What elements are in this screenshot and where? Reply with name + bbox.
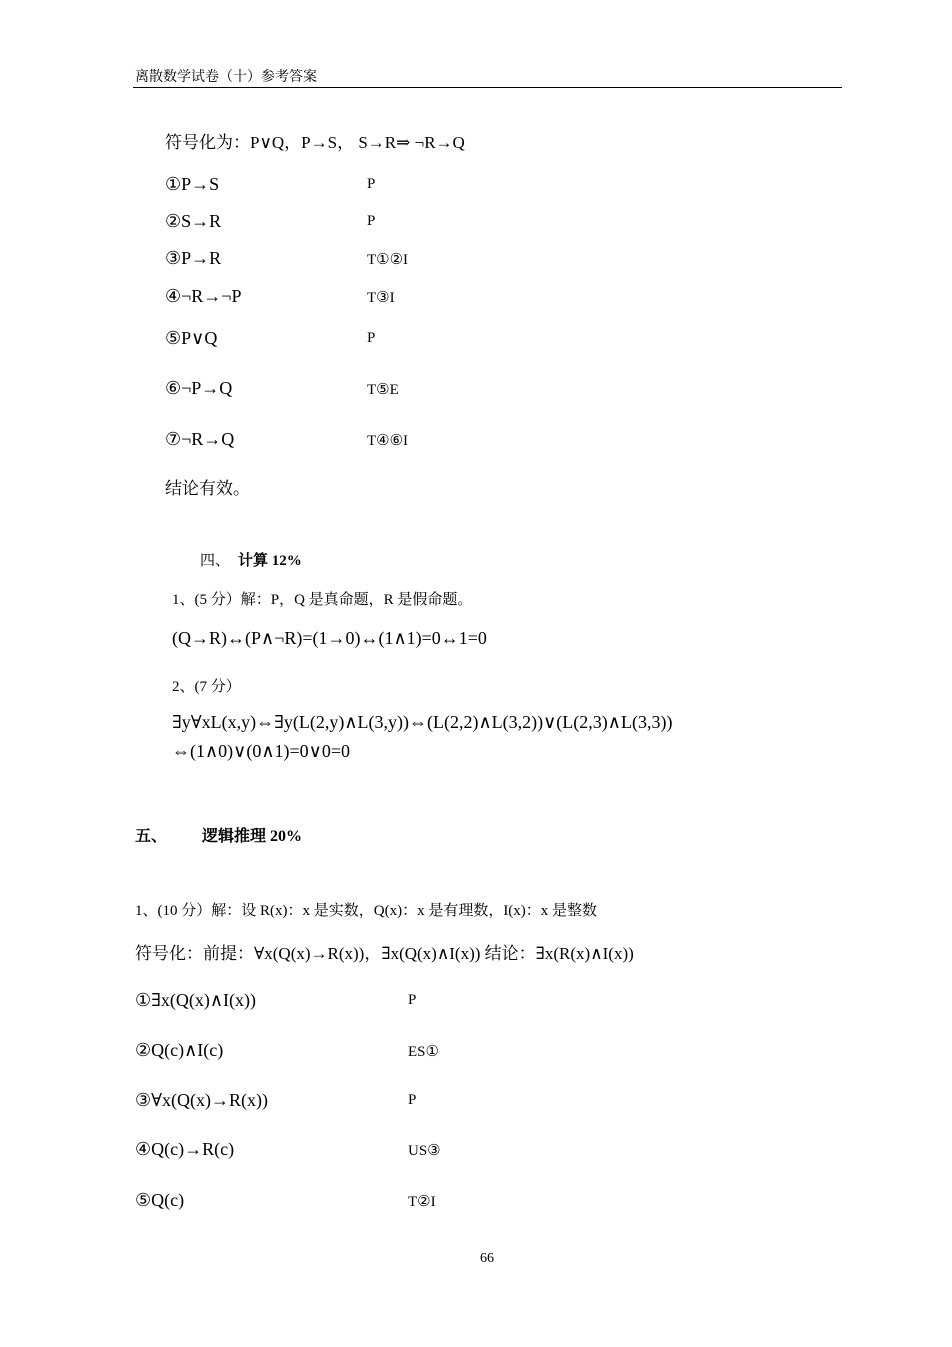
question-two-formula-line2: ⇔(1∧0)∨(0∧1)=0∨0=0 — [172, 741, 350, 761]
step-formula: ②Q(c)∧I(c) — [135, 1040, 224, 1060]
step-formula: ①P→S — [165, 174, 220, 194]
step-formula: ④¬R→¬P — [165, 286, 242, 306]
step-formula: ②S→R — [165, 211, 222, 231]
step-justification: T③I — [367, 290, 395, 306]
step-formula: ⑦¬R→Q — [165, 429, 235, 449]
symbolization-line: 符号化为：P∨Q，P→S， S→R⇒ ¬R→Q — [165, 133, 465, 152]
question-two-formula-line1: ∃y∀xL(x,y)⇔∃y(L(2,y)∧L(3,y))⇔(L(2,2)∧L(3,2))∨(L(2,3)∧L(3,3)) — [172, 712, 673, 732]
section-five-number: 五、 — [135, 828, 168, 845]
step-formula: ⑤P∨Q — [165, 328, 218, 348]
step-justification: P — [408, 1092, 417, 1108]
question-five-one-text: 1、(10 分）解：设 R(x)：x 是实数，Q(x)：x 是有理数，I(x)：x 是整数 — [135, 903, 598, 919]
step-formula: ⑥¬P→Q — [165, 378, 233, 398]
step-justification: T④⑥I — [367, 433, 409, 449]
page-header-title: 离散数学试卷（十）参考答案 — [135, 70, 317, 85]
step-justification: T②I — [408, 1194, 436, 1210]
step-justification: P — [367, 213, 376, 229]
step-formula: ⑤Q(c) — [135, 1190, 185, 1210]
step-formula: ①∃x(Q(x)∧I(x)) — [135, 990, 257, 1010]
question-two-text: 2、(7 分） — [172, 679, 241, 695]
step-formula: ③P→R — [165, 248, 222, 268]
conclusion-text: 结论有效。 — [165, 479, 250, 498]
section-number: 四、 — [200, 553, 231, 569]
section-four-heading — [200, 549, 302, 570]
section-title: 计算 12% — [238, 553, 302, 569]
step-formula: ③∀x(Q(x)→R(x)) — [135, 1090, 268, 1110]
step-justification: ES① — [408, 1044, 439, 1060]
step-formula: ④Q(c)→R(c) — [135, 1139, 235, 1159]
question-one-formula: (Q→R)↔(P∧¬R)=(1→0)↔(1∧1)=0↔1=0 — [172, 628, 487, 648]
symbolization-premises: 符号化：前提：∀x(Q(x)→R(x))，∃x(Q(x)∧I(x)) 结论：∃x(R(x)∧I(x)) — [135, 944, 634, 963]
header-rule — [133, 87, 842, 88]
step-justification: T①②I — [367, 252, 409, 268]
step-justification: US③ — [408, 1143, 441, 1159]
section-five-title: 逻辑推理 20% — [202, 828, 303, 845]
step-justification: P — [367, 176, 376, 192]
question-one-text: 1、(5 分）解：P，Q 是真命题，R 是假命题。 — [172, 592, 473, 608]
step-justification: T⑤E — [367, 382, 399, 398]
step-justification: P — [367, 330, 376, 346]
step-justification: P — [408, 992, 417, 1008]
page-number: 66 — [480, 1251, 494, 1266]
